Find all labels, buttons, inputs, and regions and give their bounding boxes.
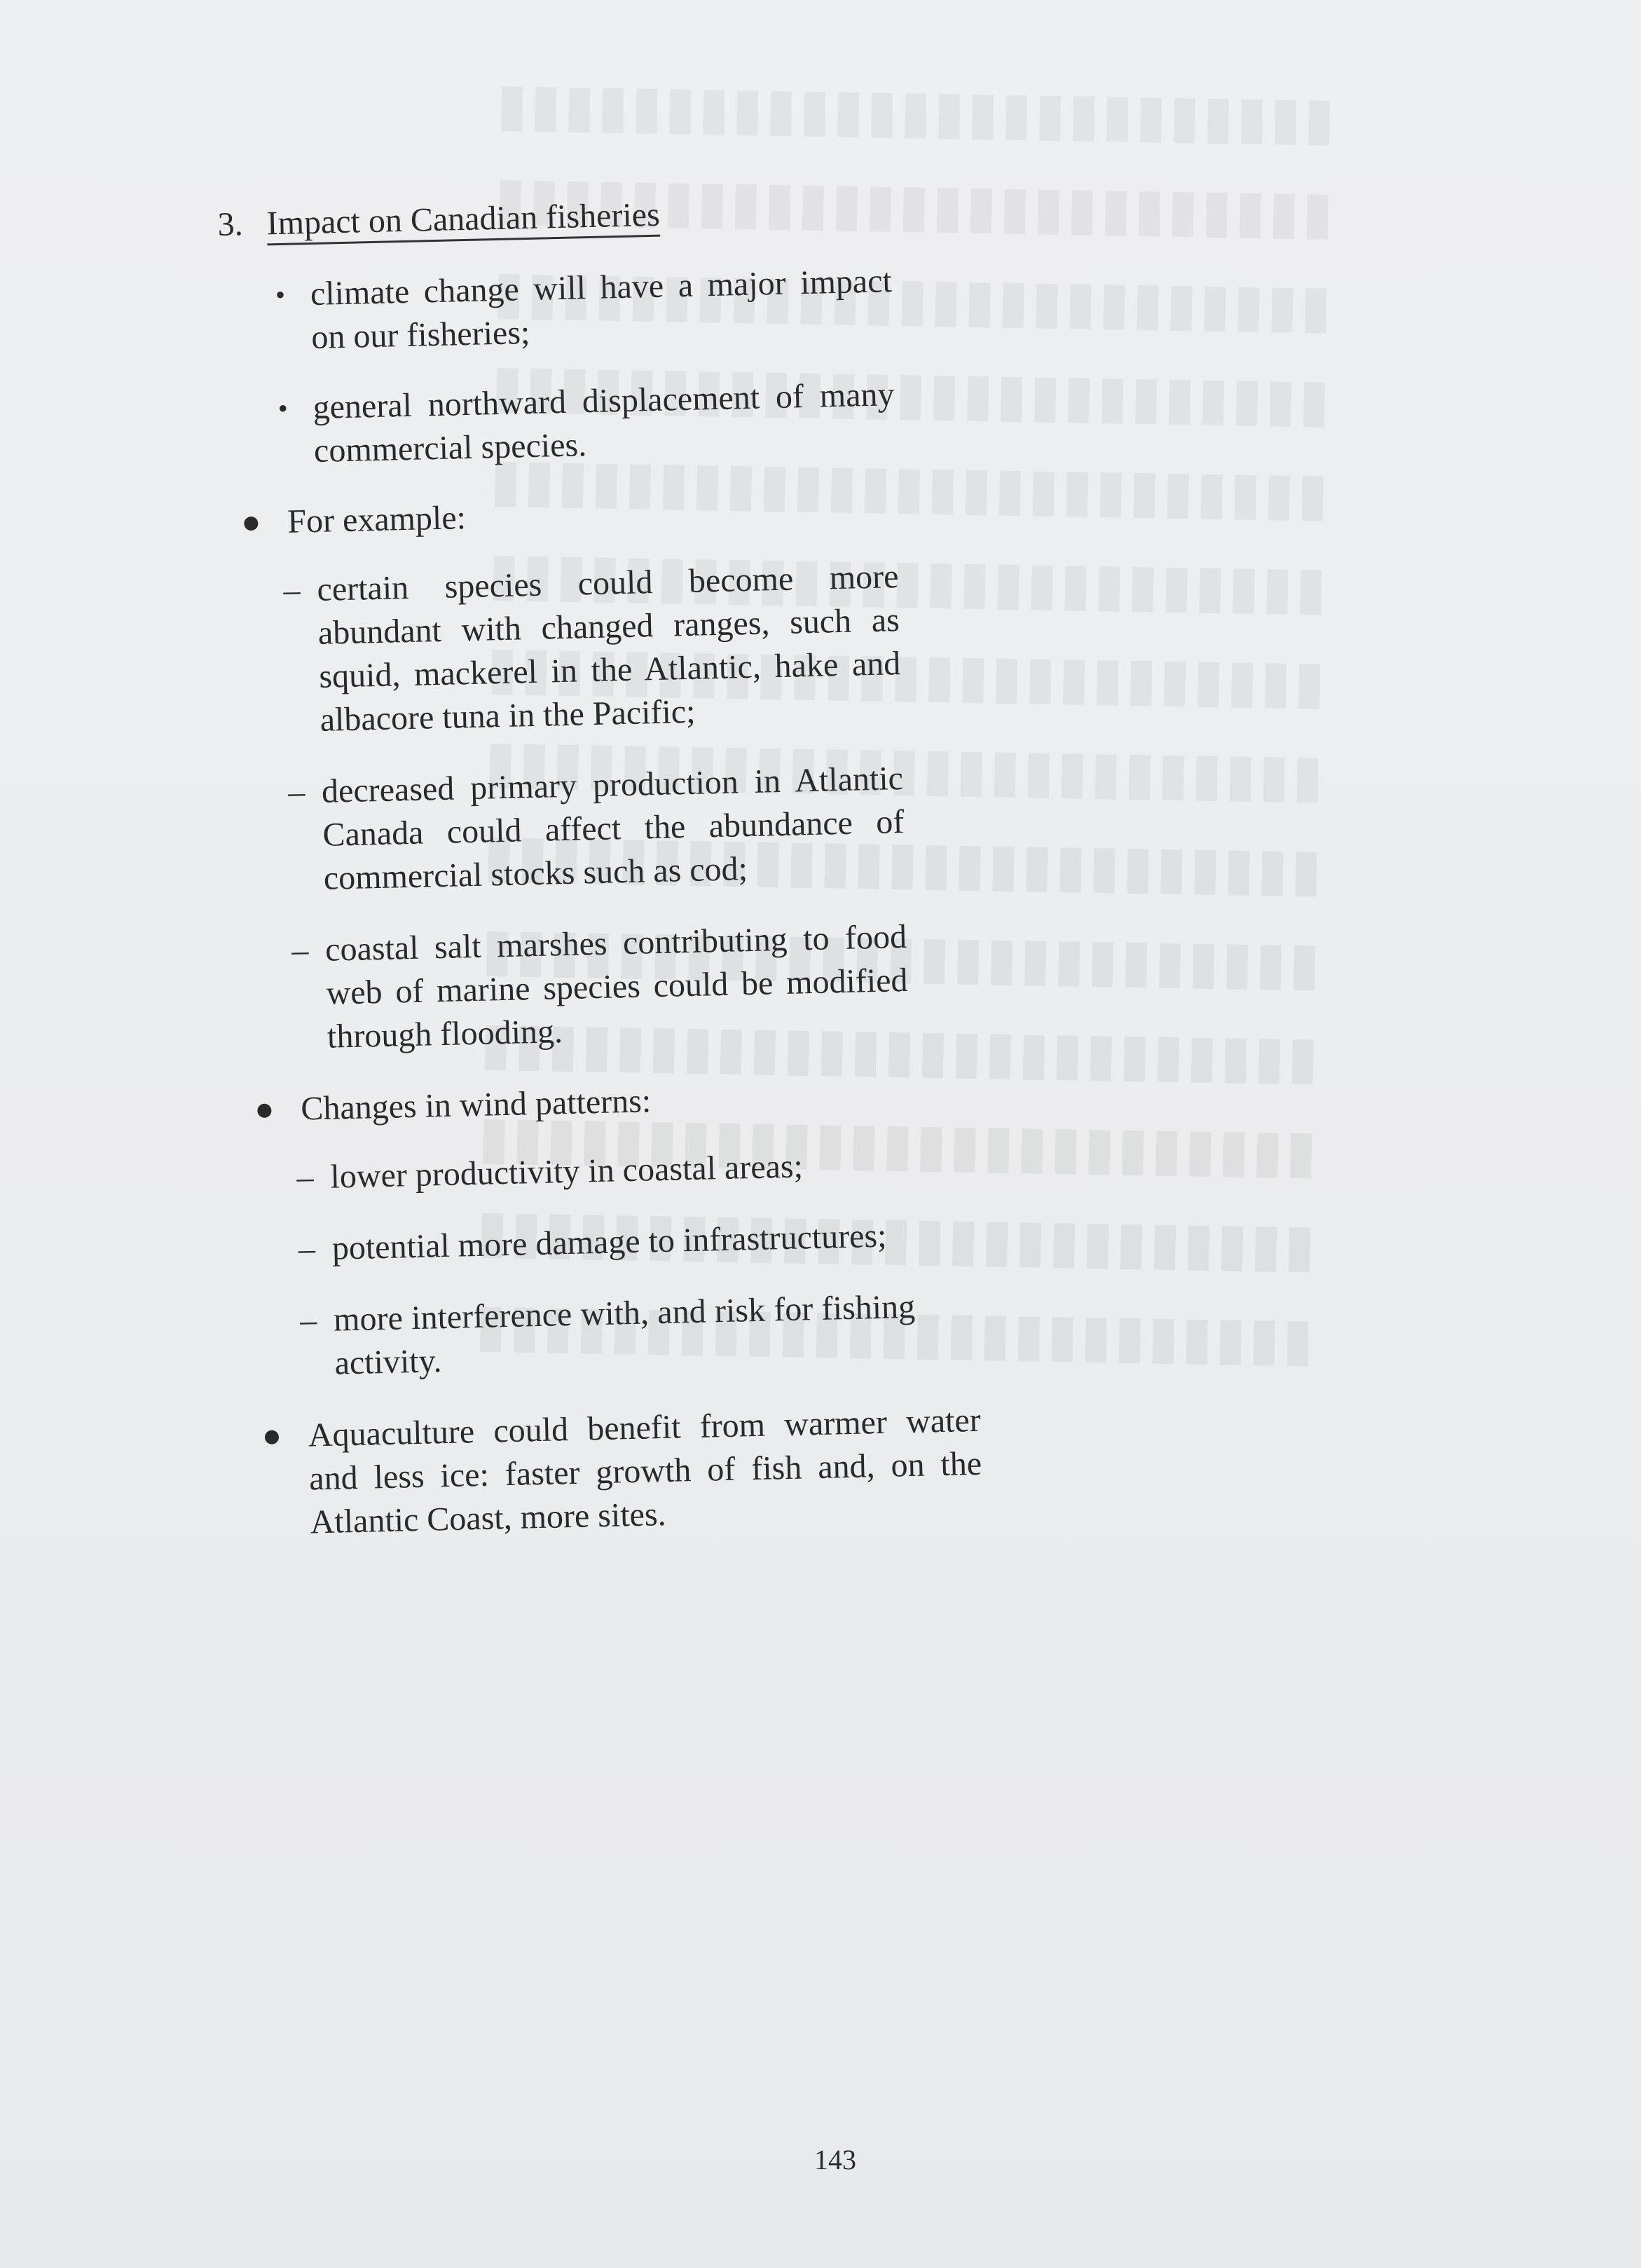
example-label: For example: bbox=[287, 499, 467, 540]
section-number: 3. bbox=[217, 205, 244, 243]
wind-item bbox=[239, 1142, 912, 1201]
wind-text: more interference with, and risk for fishing activity. bbox=[333, 1287, 916, 1382]
dash-icon: – bbox=[298, 1230, 316, 1268]
dash-icon: – bbox=[287, 773, 305, 811]
point-item bbox=[221, 373, 896, 475]
section-title: Impact on Canadian fisheries bbox=[266, 196, 660, 246]
wind-label: Changes in wind patterns: bbox=[300, 1082, 652, 1128]
page-content bbox=[217, 186, 991, 1571]
bullet-icon: • bbox=[275, 278, 286, 311]
dash-icon: – bbox=[291, 931, 309, 969]
wind-heading bbox=[238, 1072, 974, 1133]
wind-item bbox=[242, 1285, 917, 1388]
aquaculture-text: Aquaculture could benefit from warmer water and less ice: faster growth of fish and, on the Atlantic Coast, more sites. bbox=[308, 1401, 982, 1541]
large-bullet-icon bbox=[265, 1430, 279, 1444]
bullet-icon: • bbox=[277, 392, 289, 425]
point-text: general northward displacement of many commercial species. bbox=[313, 376, 895, 470]
example-item bbox=[234, 915, 909, 1061]
large-bullet-icon bbox=[244, 517, 258, 531]
aquaculture-item bbox=[245, 1399, 983, 1546]
example-heading bbox=[224, 485, 961, 545]
wind-text: potential more damage to infrastructures; bbox=[331, 1217, 887, 1267]
dash-icon: – bbox=[299, 1302, 317, 1339]
page-number: 143 bbox=[814, 2144, 856, 2175]
dash-icon: – bbox=[282, 571, 301, 609]
example-item bbox=[226, 555, 902, 744]
section-heading bbox=[217, 186, 961, 247]
example-text: certain species could become more abundant with changed ranges, such as squid, mackerel in the Atlantic, hake and albacore tuna in the Pacific; bbox=[316, 558, 901, 739]
point-item bbox=[219, 259, 893, 362]
large-bullet-icon bbox=[257, 1104, 271, 1118]
wind-text: lower productivity in coastal areas; bbox=[329, 1147, 804, 1196]
dash-icon: – bbox=[296, 1159, 315, 1196]
wind-item bbox=[240, 1214, 914, 1273]
point-text: climate change will have a major impact on our fisheries; bbox=[310, 262, 893, 356]
example-item bbox=[230, 757, 905, 903]
example-text: coastal salt marshes contributing to food web of marine species could be modified through flooding. bbox=[324, 917, 909, 1056]
example-text: decreased primary production in Atlantic Canada could affect the abundance of commercial stocks such as cod; bbox=[321, 760, 905, 897]
